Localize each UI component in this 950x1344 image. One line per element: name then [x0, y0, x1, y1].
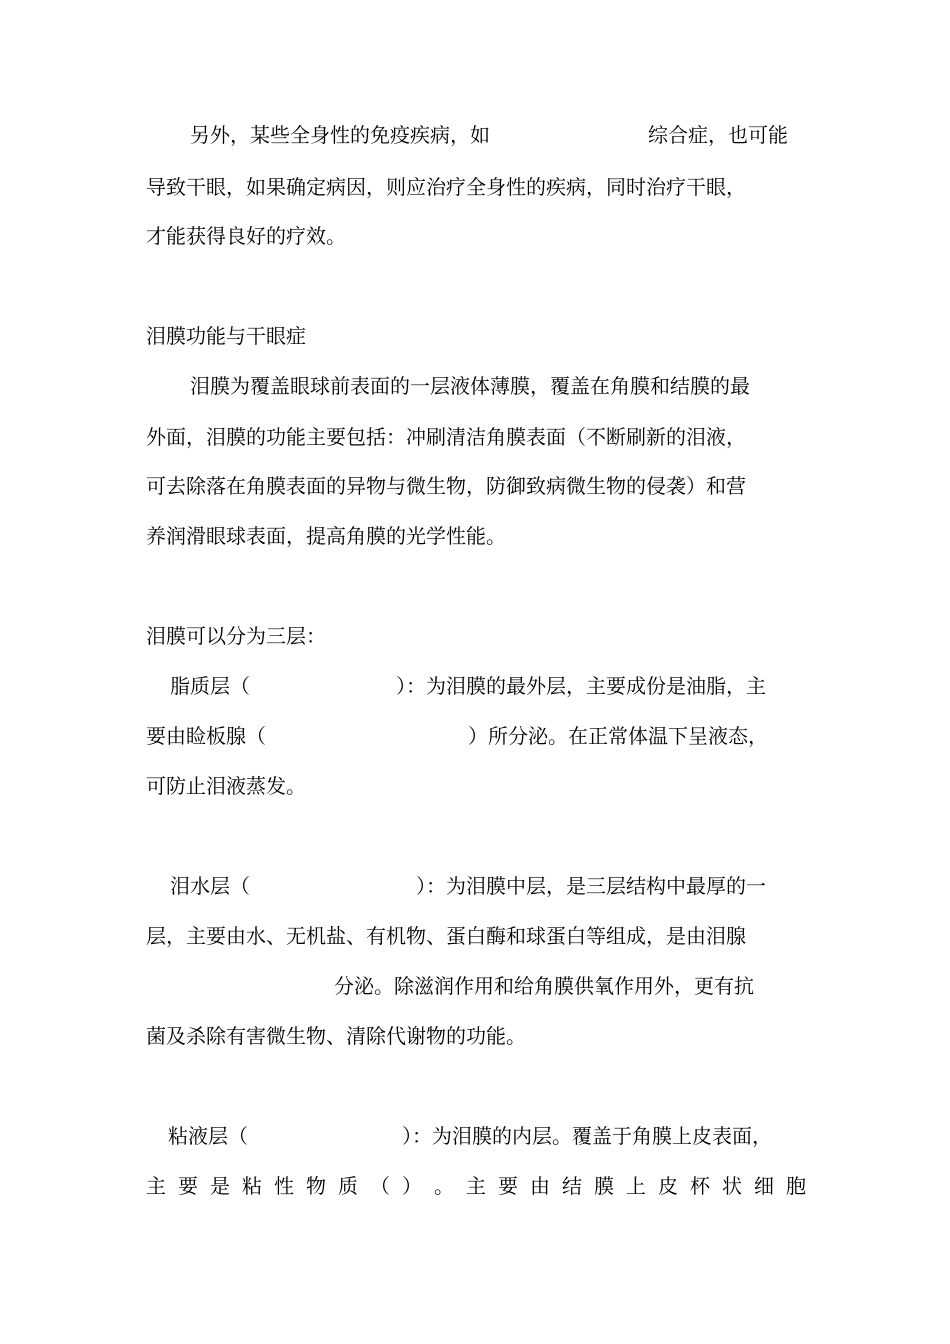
p1-line-1-start: 另外，某些全身性的免疫疾病，如: [190, 123, 490, 147]
mucin-line-2-char: 。: [434, 1174, 454, 1198]
mucin-line-2-char: 皮: [658, 1174, 678, 1198]
mucin-line-2-char: 状: [722, 1174, 742, 1198]
p2-line-1: 泪膜为覆盖眼球前表面的一层液体薄膜，覆盖在角膜和结膜的最: [190, 374, 750, 398]
mucin-line-2-char: 要: [498, 1174, 518, 1198]
mucin-line-2-char: ）: [402, 1174, 422, 1198]
mucin-line-2-char: 结: [562, 1174, 582, 1198]
mucin-line-2-char: 是: [210, 1174, 230, 1198]
aqueous-line-4: 菌及杀除有害微生物、清除代谢物的功能。: [146, 1024, 526, 1048]
lipid-line-2-end: ）所分泌。在正常体温下呈液态，: [468, 724, 768, 748]
lipid-line-1-start: 脂质层（: [170, 674, 250, 698]
mucin-line-2-char: 胞: [786, 1174, 806, 1198]
p1-line-1-end: 综合症，也可能: [648, 123, 788, 147]
mucin-line-2-char: 要: [178, 1174, 198, 1198]
lipid-line-1-end: ）：为泪膜的最外层，主要成份是油脂，主: [396, 674, 766, 698]
lipid-line-3: 可防止泪液蒸发。: [146, 774, 306, 798]
p2-line-2: 外面，泪膜的功能主要包括：冲刷清洁角膜表面（不断刷新的泪液，: [146, 425, 746, 449]
mucin-line-2-char: （: [370, 1174, 390, 1198]
p2-line-4: 养润滑眼球表面，提高角膜的光学性能。: [146, 524, 506, 548]
mucin-line-2-char: 质: [338, 1174, 358, 1198]
mucin-line-2-char: 性: [274, 1174, 294, 1198]
mucin-line-1-start: 粘液层（: [168, 1124, 248, 1148]
mucin-line-2-char: 由: [530, 1174, 550, 1198]
mucin-line-1-end: ）：为泪膜的内层。覆盖于角膜上皮表面，: [402, 1124, 772, 1148]
mucin-line-2: [146, 1172, 806, 1200]
lipid-line-2-start: 要由睑板腺（: [146, 724, 266, 748]
mucin-line-2-char: 细: [754, 1174, 774, 1198]
aqueous-line-1-end: ）：为泪膜中层，是三层结构中最厚的一: [416, 874, 766, 898]
mucin-line-2-char: 粘: [242, 1174, 262, 1198]
p1-line-3: 才能获得良好的疗效。: [146, 224, 346, 248]
mucin-line-2-char: 主: [466, 1174, 486, 1198]
mucin-line-2-char: 上: [626, 1174, 646, 1198]
p1-line-2: 导致干眼，如果确定病因，则应治疗全身性的疾病，同时治疗干眼，: [146, 175, 746, 199]
mucin-line-2-char: 杯: [690, 1174, 710, 1198]
aqueous-line-3-text: 分泌。除滋润作用和给角膜供氧作用外，更有抗: [334, 974, 754, 998]
section-heading-tear-film-function: 泪膜功能与干眼症: [146, 324, 306, 348]
p2-line-3: 可去除落在角膜表面的异物与微生物，防御致病微生物的侵袭）和营: [146, 474, 746, 498]
mucin-line-2-char: 膜: [594, 1174, 614, 1198]
aqueous-line-2: 层，主要由水、无机盐、有机物、蛋白酶和球蛋白等组成，是由泪腺: [146, 924, 746, 948]
mucin-line-2-char: 物: [306, 1174, 326, 1198]
section-heading-three-layers: 泪膜可以分为三层：: [146, 624, 326, 648]
mucin-line-2-char: 主: [146, 1174, 166, 1198]
aqueous-line-1-start: 泪水层（: [170, 874, 250, 898]
